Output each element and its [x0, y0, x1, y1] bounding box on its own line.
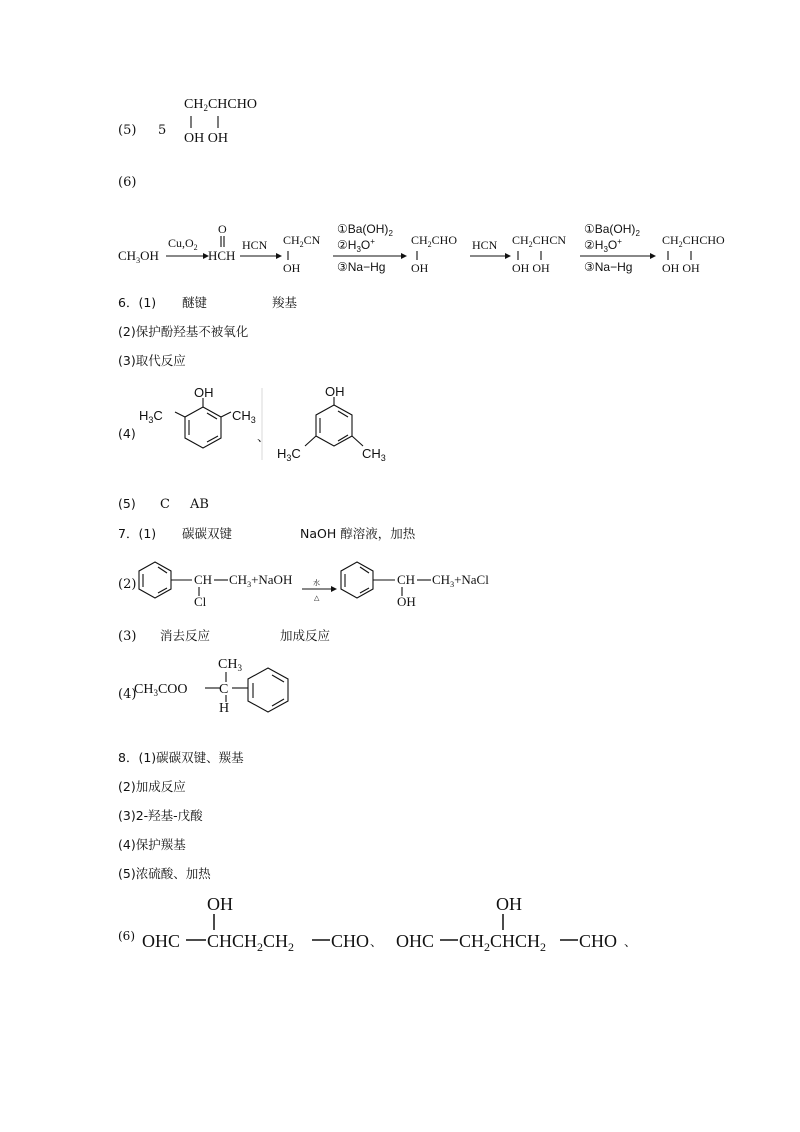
svg-text:OH: OH — [194, 385, 214, 400]
svg-text:OH OH: OH OH — [662, 261, 700, 275]
svg-text:Cl: Cl — [194, 594, 207, 609]
s8-q5: (5)浓硫酸、加热 — [118, 866, 211, 881]
q5-answer: 5 — [158, 123, 167, 138]
q6-label: (6) — [118, 175, 137, 190]
svg-text:OH: OH — [207, 894, 233, 914]
s7-q1-answer-b: NaOH 醇溶液，加热 — [300, 526, 416, 541]
svg-text:CH2CHCH2: $CH_2CHCH_2$ — [459, 931, 547, 954]
svg-text:OHC: OHC — [396, 931, 435, 951]
s7-q3-label: (3) — [118, 629, 137, 644]
svg-text:CH2CHO: $CH_2CHO$ — [411, 233, 458, 249]
svg-text:①Ba(OH)2: $①Ba(OH)_2$ — [337, 222, 393, 238]
svg-text:CHO: CHO — [331, 931, 370, 951]
svg-text:HCN: HCN — [472, 238, 498, 252]
svg-text:CH3: $CH_3$ — [232, 408, 256, 425]
s6-q5-label: (5) — [118, 496, 136, 511]
svg-text:OH: OH — [283, 261, 301, 275]
svg-text:OH OH: OH OH — [184, 131, 228, 146]
s7-q1-answer-a: 碳碳双键 — [182, 526, 233, 541]
s6-q5-answer-b: AB — [190, 497, 209, 512]
s8-q6-sep-1: 、 — [370, 934, 383, 949]
svg-text:CH: CH — [397, 572, 416, 587]
s8-q4: (4)保护羰基 — [118, 837, 186, 852]
svg-text:CH2CHCHO: $CH_2CHCHO$ — [662, 233, 725, 249]
svg-text:水: 水 — [313, 580, 320, 587]
s8-q2: (2)加成反应 — [118, 779, 186, 794]
s7-q2-label: (2) — [118, 577, 137, 592]
svg-text:O: O — [218, 222, 227, 236]
s7-q3-answer-b: 加成反应 — [280, 628, 331, 643]
svg-text:OH: OH — [496, 894, 522, 914]
svg-text:Cu,O2: $Cu,O_2$ — [168, 236, 198, 252]
s7-q4-label: (4) — [118, 687, 137, 702]
s6-q4-label: (4) — [118, 426, 136, 441]
svg-text:CH3: $CH_3$ — [362, 446, 386, 463]
q5-label: (5) — [118, 123, 137, 138]
svg-text:CH3+NaOH: $CH_3+NaOH$ — [229, 572, 293, 589]
s6-q1-answer-a: 醚键 — [182, 295, 208, 310]
svg-text:CHO: CHO — [579, 931, 618, 951]
s6-q3: (3)取代反应 — [118, 353, 186, 368]
svg-text:OH OH: OH OH — [512, 261, 550, 275]
svg-text:CH: CH — [194, 572, 213, 587]
svg-text:HCH: HCH — [208, 248, 236, 263]
s7-q3-answer-a: 消去反应 — [160, 628, 211, 643]
s8-q1: 8．(1)碳碳双键、羰基 — [118, 750, 244, 765]
svg-text:CH2CHCHO: $CH_2CHCHO$ — [184, 97, 257, 113]
s8-q6-sep-2: 、 — [624, 934, 637, 949]
svg-text:△: △ — [314, 595, 320, 602]
svg-text:H3C: $H_3C$ — [277, 446, 301, 463]
svg-text:①Ba(OH)2: $①Ba(OH)_2$ — [584, 222, 640, 238]
s8-q6-label: (6) — [118, 929, 135, 943]
svg-text:C: C — [219, 682, 229, 697]
svg-text:HCN: HCN — [242, 238, 268, 252]
svg-text:②H3O+: $②H_3O^+$ — [337, 237, 375, 254]
svg-text:②H3O+: $②H_3O^+$ — [584, 237, 622, 254]
svg-text:OH: OH — [411, 261, 429, 275]
svg-text:H3C: $H_3C$ — [139, 408, 163, 425]
svg-text:CHCH2CH2: $CHCH_2CH_2$ — [207, 931, 295, 954]
svg-text:OH: OH — [325, 384, 345, 399]
s6-q2: (2)保护酚羟基不被氧化 — [118, 324, 249, 339]
s8-q3: (3)2-羟基-戊酸 — [118, 808, 203, 823]
svg-text:CH3COO: $CH_3COO$ — [134, 682, 188, 698]
svg-text:CH3: $CH_3$ — [218, 657, 242, 673]
s7-q1-label: 7．(1) — [118, 526, 157, 541]
svg-text:③Na−Hg: ③Na−Hg — [584, 260, 633, 274]
svg-text:CH2CN: $CH_2CN$ — [283, 233, 321, 249]
svg-text:OHC: OHC — [142, 931, 181, 951]
s6-q1-label: 6．(1) — [118, 295, 157, 310]
svg-text:OH: OH — [397, 594, 416, 609]
svg-text:③Na−Hg: ③Na−Hg — [337, 260, 386, 274]
s6-q5-answer-a: C — [160, 497, 170, 512]
s6-q4-sep: 、 — [257, 429, 270, 444]
svg-text:CH3OH: $CH_3OH$ — [118, 248, 159, 265]
s6-q1-answer-b: 羧基 — [272, 295, 298, 310]
svg-text:CH2CHCN: $CH_2CHCN$ — [512, 233, 567, 249]
svg-text:H: H — [219, 701, 230, 716]
svg-text:CH3+NaCl: $CH_3+NaCl$ — [432, 572, 489, 589]
